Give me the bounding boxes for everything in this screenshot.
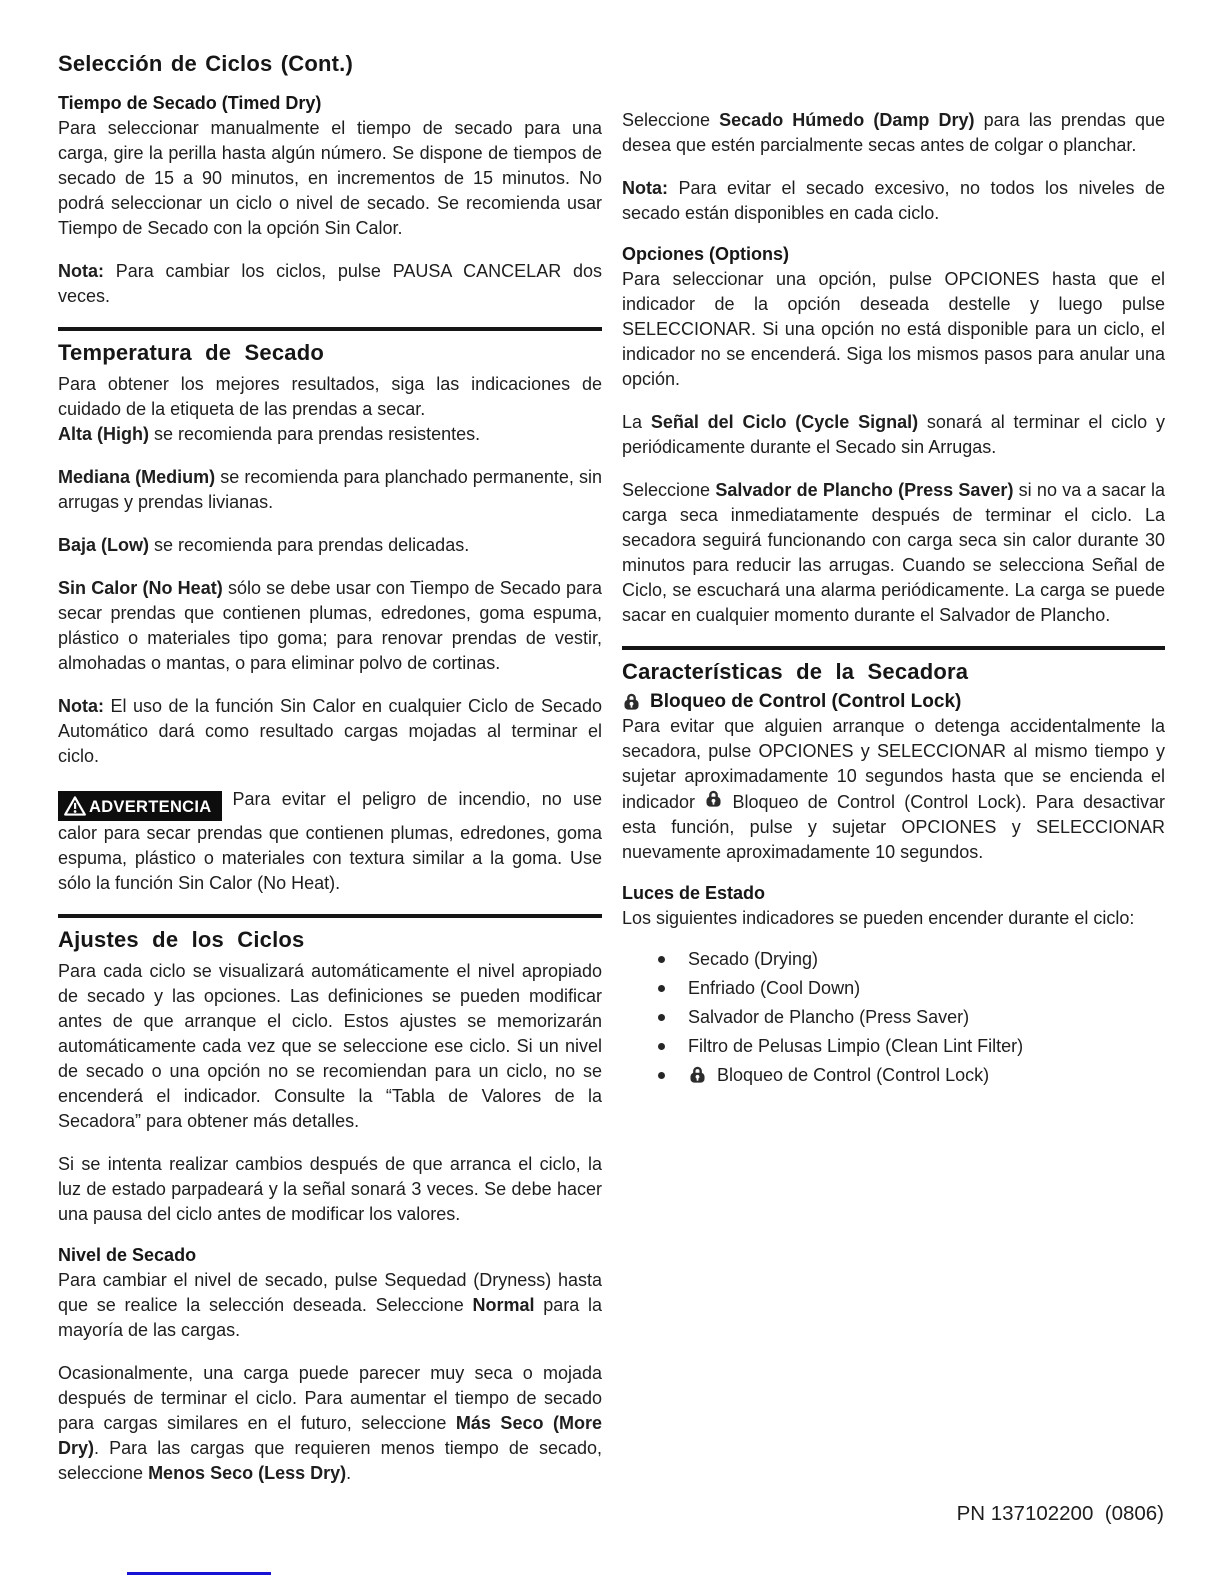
text-run: Para evitar el secado excesivo, no todos los niveles de secado están disponibles en cada ciclo.	[622, 178, 1166, 223]
subheading-text: Nivel de Secado	[58, 1245, 197, 1265]
text-run: sonará al terminar el ciclo y periódicamente durante el Secado sin Arrugas.	[622, 412, 1165, 457]
paragraph	[58, 116, 602, 241]
warning-triangle-icon	[64, 796, 86, 816]
lock-icon	[688, 1065, 707, 1084]
text-run: si no va a sacar la carga seca inmediatamente después de terminar el ciclo. La secadora seguirá funcionando con carga seca sin calor durante 30 minutos para reducir las arrugas. Cuando se selecciona Señal de Ciclo, se escuchará una alarma periódicamente. La carga se puede sacar en cualquier momento durante el Salvador de Plancho.	[622, 480, 1165, 625]
text-run: Seleccione	[622, 110, 720, 130]
text-run: para la mayoría de las cargas.	[58, 1295, 602, 1340]
paragraph	[58, 694, 602, 769]
text-run: se recomienda para prendas delicadas.	[154, 535, 470, 555]
section-heading: Características de la Secadora	[622, 659, 969, 684]
bold-text-run: Secado Húmedo (Damp Dry)	[719, 110, 975, 130]
paragraph	[622, 714, 1165, 865]
bold-text-run: Salvador de Plancho (Press Saver)	[715, 480, 1014, 500]
subheading-text: Bloqueo de Control (Control Lock)	[650, 691, 962, 712]
bold-text-run: Nota:	[58, 696, 111, 716]
paragraph	[58, 372, 602, 422]
section-divider	[622, 646, 1165, 650]
subheading-text: Opciones (Options)	[622, 244, 790, 264]
paragraph	[622, 176, 1165, 226]
bullet-dot	[658, 1043, 665, 1050]
text-run: Para cada ciclo se visualizará automáticamente el nivel apropiado de secado y las opciones. Las definiciones se pueden modificar antes de que arranque el ciclo. Estos ajustes se memorizarán automáticamente cada vez que se seleccione ese ciclo. Si un nivel de secado o una opción no se recomiendan para un ciclo, no se encenderá el indicador. Consulte la “Tabla de Valores de la Secadora” para obtener más detalles.	[58, 961, 602, 1131]
bold-text-run: Baja (Low)	[58, 535, 155, 555]
bullet-dot	[658, 1014, 665, 1021]
text-run: Bloqueo de Control (Control Lock)	[712, 1065, 990, 1085]
bullet-dot	[658, 985, 665, 992]
text-run: .	[346, 1463, 352, 1483]
status-lights-list	[622, 945, 1165, 1090]
paragraph	[58, 533, 602, 558]
text-run: Ocasionalmente, una carga puede parecer muy seca o mojada después de terminar el ciclo. Para aumentar el tiempo de secado para cargas similares en el futuro, seleccione	[58, 1363, 602, 1433]
part-number-footer: PN 137102200 (0806)	[956, 1502, 1164, 1525]
subsection-heading	[622, 691, 1165, 712]
bullet-dot	[658, 1072, 665, 1079]
text-run: Para seleccionar una opción, pulse OPCIONES hasta que el indicador de la opción deseada destelle y luego pulse SELECCIONAR. Si una opción no está disponible para un ciclo, el indicador no se encenderá. Siga los mismos pasos para anular una opción.	[622, 269, 1165, 389]
text-run: se recomienda para planchado permanente, sin arrugas y prendas livianas.	[58, 467, 602, 512]
text-run: Para evitar que alguien arranque o detenga accidentalmente la secadora, pulse OPCIONES y SELECCIONAR al mismo tiempo y sujetar aproximadamente 10 segundos hasta que se encienda el indicador	[622, 716, 1165, 812]
left-column	[58, 50, 602, 1504]
text-run: sólo se debe usar con Tiempo de Secado para secar prendas que contienen plumas, edredones, goma espuma, plástico o materiales tipo goma; para renovar prendas de vestir, almohadas o mantas, o para eliminar polvo de cortinas.	[58, 578, 603, 673]
text-run: Para seleccionar manualmente el tiempo de secado para una carga, gire la perilla hasta algún número. Se dispone de tiempos de secado de 15 a 90 minutos, en incrementos de 15 minutos. No podrá seleccionar un ciclo o nivel de secado. Se recomienda usar Tiempo de Secado con la opción Sin Calor.	[58, 118, 602, 238]
warning-badge-label: ADVERTENCIA	[89, 798, 212, 816]
text-run: Secado (Drying)	[688, 949, 819, 969]
warning-badge	[58, 791, 222, 821]
section-divider	[58, 327, 602, 331]
bold-text-run: Alta (High)	[58, 424, 154, 444]
paragraph	[58, 959, 602, 1134]
text-run: para las prendas que desea que estén parcialmente secas antes de colgar o planchar.	[622, 110, 1166, 155]
subheading-text: Luces de Estado	[622, 883, 766, 903]
section-heading: Ajustes de los Ciclos	[58, 927, 305, 952]
subsection-heading	[622, 244, 1165, 265]
paragraph	[622, 478, 1165, 628]
text-run: Para obtener los mejores resultados, siga las indicaciones de cuidado de la etiqueta de las prendas a secar.	[58, 374, 602, 419]
status-light-item	[622, 1003, 1165, 1032]
bold-text-run: Nota:	[622, 178, 679, 198]
text-run: Enfriado (Cool Down)	[688, 978, 861, 998]
text-run: Bloqueo de Control (Control Lock). Para desactivar esta función, pulse y sujetar OPCIONES y SELECCIONAR nuevamente aproximadamente 10 segundos.	[622, 792, 1165, 862]
paragraph	[58, 422, 602, 447]
text-run: Seleccione	[622, 480, 716, 500]
text-run: Filtro de Pelusas Limpio (Clean Lint Filter)	[688, 1036, 1024, 1056]
subheading-text: Tiempo de Secado (Timed Dry)	[58, 93, 322, 113]
text-run: Si se intenta realizar cambios después de que arranca el ciclo, la luz de estado parpadeará y la señal sonará 3 veces. Se debe hacer una pausa del ciclo antes de modificar los valores.	[58, 1154, 602, 1224]
text-run: Para cambiar los ciclos, pulse PAUSA CANCELAR dos veces.	[58, 261, 602, 306]
right-column	[622, 50, 1165, 1090]
paragraph	[58, 1268, 602, 1343]
paragraph	[622, 410, 1165, 460]
status-light-item	[622, 1061, 1165, 1090]
text-run: Para evitar el peligro de incendio, no use calor para secar prendas que contienen plumas, edredones, goma espuma, plástico o materiales con textura similar a la goma. Use sólo la función Sin Calor (No Heat).	[58, 789, 602, 893]
bold-text-run: Señal del Ciclo (Cycle Signal)	[650, 412, 919, 432]
text-run: . Para las cargas que requieren menos tiempo de secado, seleccione	[58, 1438, 602, 1483]
bold-text-run: Normal	[472, 1295, 535, 1315]
paragraph	[58, 576, 602, 676]
status-light-item	[622, 1032, 1165, 1061]
bold-text-run: Mediana (Medium)	[58, 467, 221, 487]
bold-text-run: Menos Seco (Less Dry)	[148, 1463, 347, 1483]
bold-text-run: Más Seco (More Dry)	[58, 1413, 602, 1458]
lock-icon	[704, 789, 723, 808]
status-light-item	[622, 974, 1165, 1003]
paragraph	[58, 259, 602, 309]
text-run: Para cambiar el nivel de secado, pulse Sequedad (Dryness) hasta que se realice la selección deseada. Seleccione	[58, 1270, 602, 1315]
paragraph	[58, 465, 602, 515]
paragraph	[622, 267, 1165, 392]
section-heading: Temperatura de Secado	[58, 340, 324, 365]
bullet-dot	[658, 956, 665, 963]
blue-underline-mark	[127, 1572, 271, 1575]
section-heading: Selección de Ciclos (Cont.)	[58, 51, 354, 76]
subsection-heading	[622, 883, 1165, 904]
text-run: Salvador de Plancho (Press Saver)	[688, 1007, 970, 1027]
text-run: La	[622, 412, 651, 432]
status-light-item	[622, 945, 1165, 974]
text-run: El uso de la función Sin Calor en cualquier Ciclo de Secado Automático dará como resultado cargas mojadas al terminar el ciclo.	[58, 696, 602, 766]
subsection-heading	[58, 93, 602, 114]
text-run: se recomienda para prendas resistentes.	[154, 424, 481, 444]
paragraph	[622, 906, 1165, 931]
lock-icon	[622, 692, 641, 711]
paragraph	[58, 1361, 602, 1486]
paragraph	[58, 1152, 602, 1227]
subsection-heading	[58, 1245, 602, 1266]
text-run: Los siguientes indicadores se pueden encender durante el ciclo:	[622, 908, 1135, 928]
section-divider	[58, 914, 602, 918]
warning-paragraph	[58, 787, 602, 896]
bold-text-run: Sin Calor (No Heat)	[58, 578, 228, 598]
bold-text-run: Nota:	[58, 261, 116, 281]
paragraph	[622, 108, 1165, 158]
